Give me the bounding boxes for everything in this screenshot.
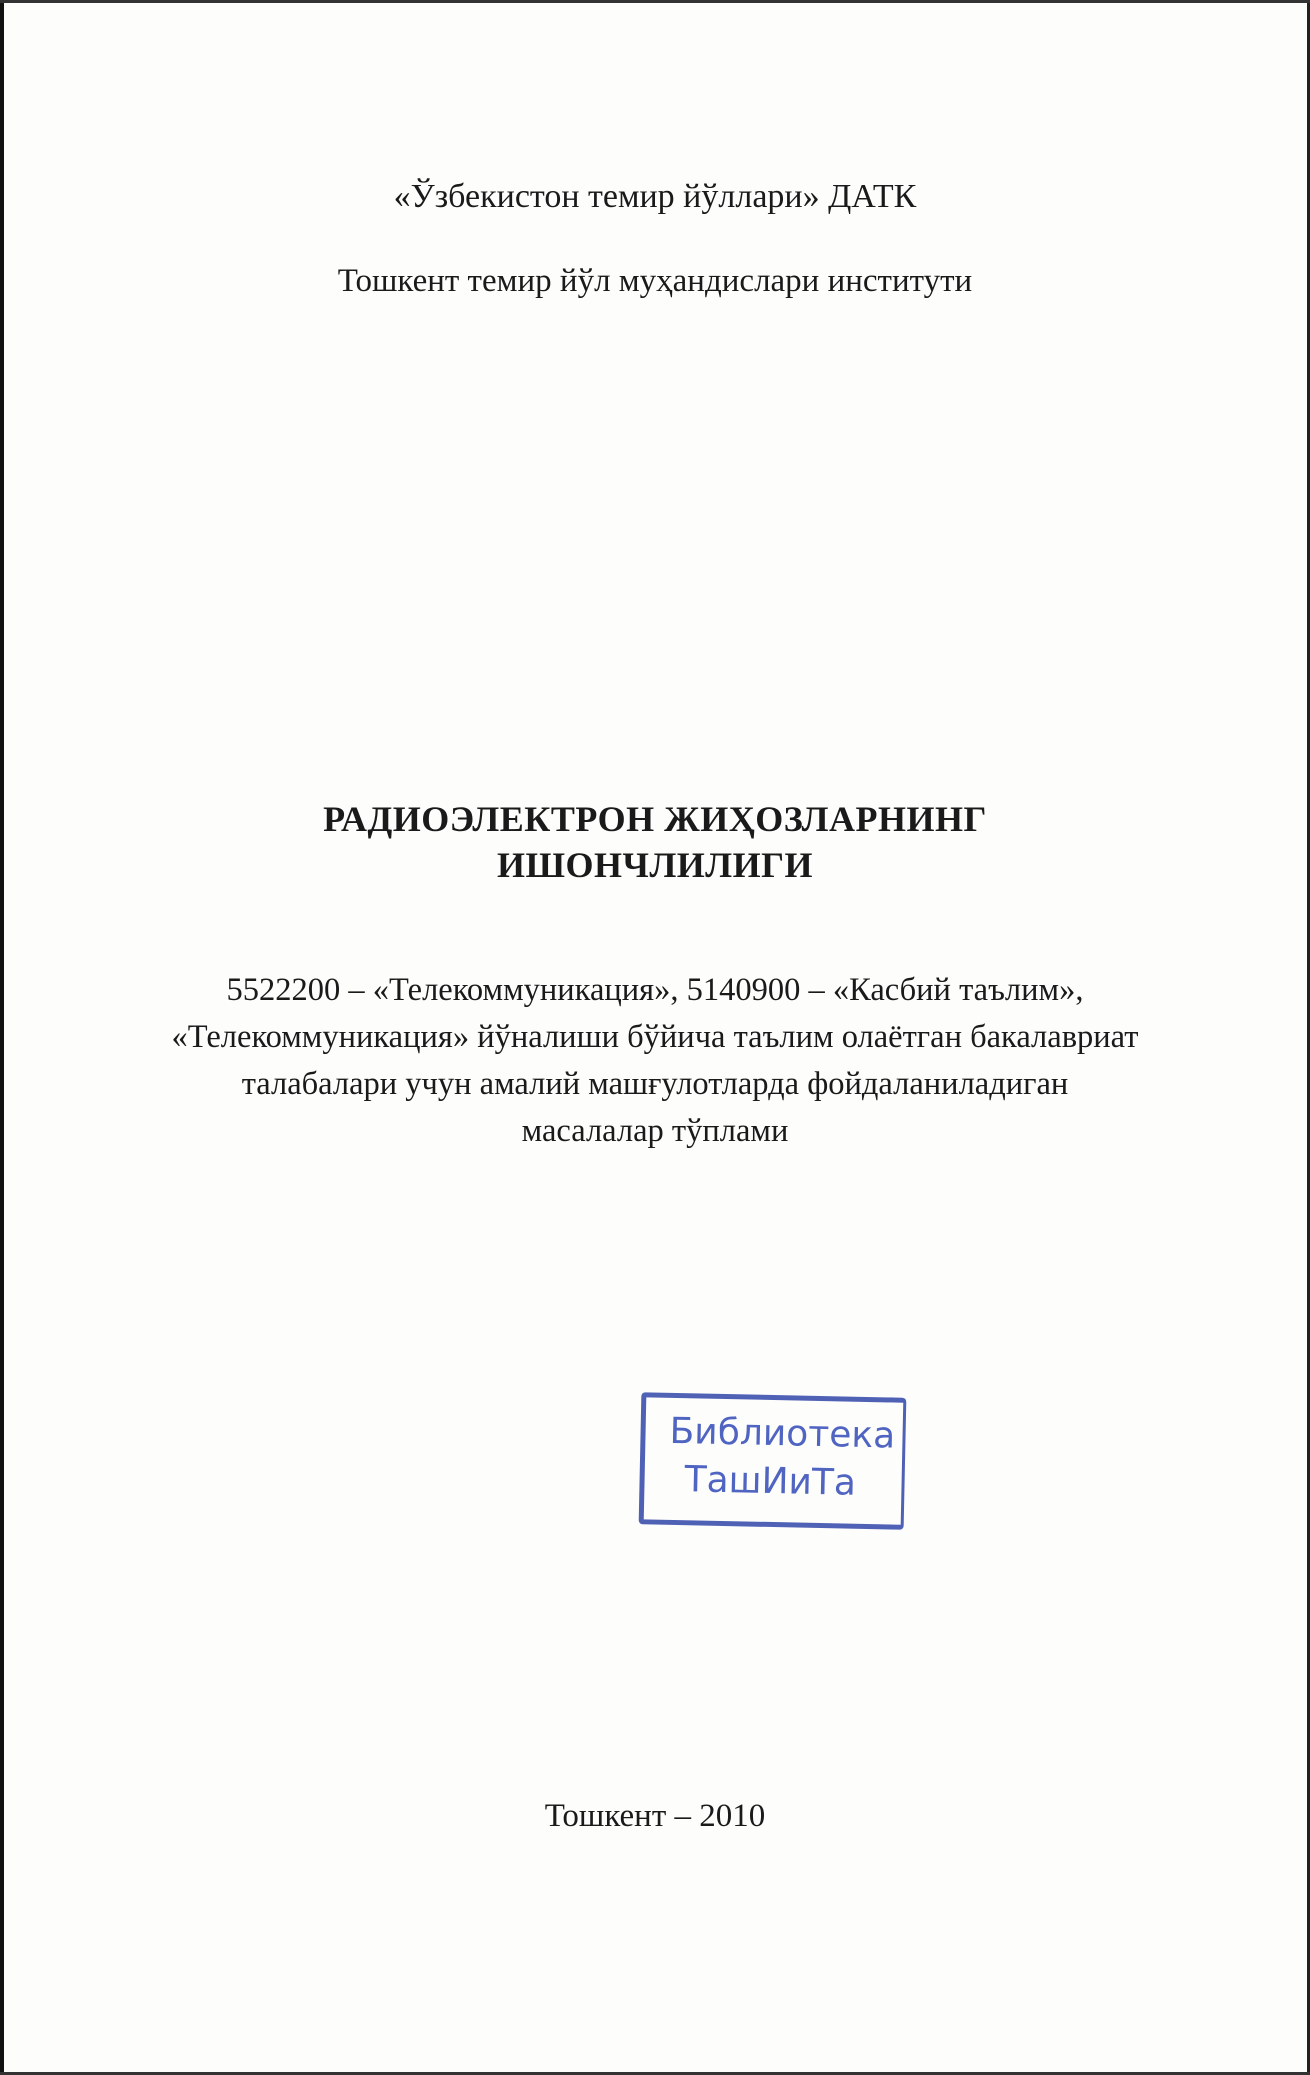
institute-name: Тошкент темир йўл муҳандислари институти — [337, 263, 973, 299]
document-subtitle — [0, 967, 1310, 1155]
organization-name: «Ўзбекистон темир йўллари» ДАТК — [393, 178, 917, 215]
subtitle-line-4: масалалар тўплами — [521, 1113, 789, 1149]
title-line-1: РАДИОЭЛЕКТРОН ЖИҲОЗЛАРНИНГ — [323, 799, 987, 839]
title-line-2: ИШОНЧЛИЛИГИ — [496, 845, 814, 885]
document-title — [0, 796, 1310, 888]
place-and-year: Тошкент – 2010 — [544, 1798, 766, 1834]
stamp-line-1: Библиотека — [669, 1410, 896, 1457]
stamp-line-2: ТашИиТа — [684, 1459, 857, 1504]
subtitle-line-2: «Телекоммуникация» йўналиши бўйича таълим олаётган бакалавриат — [171, 1019, 1139, 1055]
library-stamp — [639, 1392, 907, 1530]
scan-edge-top — [0, 0, 1310, 3]
subtitle-line-1: 5522200 – «Телекоммуникация», 5140900 – «Касбий таълим», — [226, 972, 1084, 1008]
subtitle-line-3: талабалари учун амалий машғулотларда фойдаланиладиган — [241, 1066, 1069, 1102]
